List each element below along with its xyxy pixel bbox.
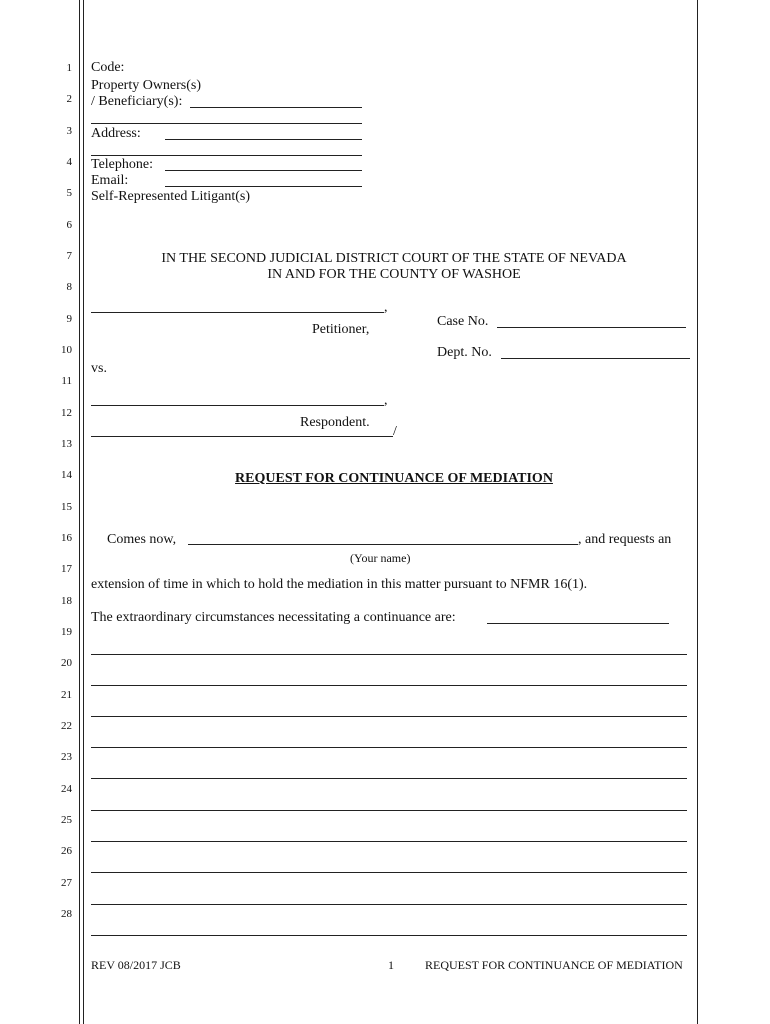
case-no-label: Case No. — [437, 314, 489, 329]
line-number: 16 — [61, 531, 72, 544]
footer-revision: REV 08/2017 JCB — [91, 958, 181, 972]
line-number: 24 — [61, 782, 72, 795]
self-represented-label: Self-Represented Litigant(s) — [91, 189, 251, 204]
email-field[interactable] — [165, 186, 362, 187]
respondent-name-field[interactable] — [91, 405, 384, 406]
left-margin-rule-inner — [83, 0, 84, 1024]
line-number: 19 — [61, 625, 72, 638]
footer-title: REQUEST FOR CONTINUANCE OF MEDIATION — [425, 958, 683, 972]
address-label: Address: — [91, 126, 141, 141]
petitioner-label: Petitioner, — [312, 322, 370, 337]
line-number: 26 — [61, 845, 72, 858]
answer-line[interactable] — [91, 654, 687, 655]
respondent-label: Respondent. — [300, 415, 370, 430]
line-number: 21 — [61, 688, 72, 701]
owners-label: Property Owners(s) — [91, 78, 202, 93]
comes-now-text: Comes now, — [107, 532, 177, 547]
court-name-line-2: IN AND FOR THE COUNTY OF WASHOE — [267, 267, 521, 282]
line-number: 20 — [61, 657, 72, 670]
footer-page-number: 1 — [388, 958, 394, 972]
line-number: 6 — [66, 218, 72, 231]
extension-text: extension of time in which to hold the mediation in this matter pursuant to NFMR 16(1). — [91, 577, 588, 592]
line-number: 27 — [61, 876, 72, 889]
telephone-field[interactable] — [165, 170, 362, 171]
petitioner-name-field[interactable] — [91, 312, 384, 313]
beneficiary-label: / Beneficiary(s): — [91, 94, 183, 109]
caption-closing-slash: / — [393, 424, 397, 439]
case-no-field[interactable] — [497, 327, 686, 328]
line-number: 13 — [61, 437, 72, 450]
telephone-label: Telephone: — [91, 157, 153, 172]
line-number: 23 — [61, 751, 72, 764]
line-number: 10 — [61, 343, 72, 356]
line-number: 7 — [66, 249, 72, 262]
answer-line[interactable] — [91, 747, 687, 748]
versus-label: vs. — [91, 361, 107, 376]
beneficiary-field-2[interactable] — [91, 123, 362, 124]
code-label: Code: — [91, 60, 125, 75]
document-title: REQUEST FOR CONTINUANCE OF MEDIATION — [235, 471, 553, 486]
line-number: 3 — [66, 124, 72, 137]
line-number: 11 — [61, 375, 72, 388]
line-number: 22 — [61, 719, 72, 732]
line-number: 8 — [66, 281, 72, 294]
respondent-comma: , — [384, 393, 388, 408]
line-number: 12 — [61, 406, 72, 419]
email-label: Email: — [91, 173, 129, 188]
line-number: 25 — [61, 813, 72, 826]
answer-line[interactable] — [91, 841, 687, 842]
caption-closing-line — [91, 436, 393, 437]
line-number: 15 — [61, 500, 72, 513]
answer-line[interactable] — [91, 810, 687, 811]
line-number: 17 — [61, 563, 72, 576]
address-field[interactable] — [165, 139, 362, 140]
answer-line[interactable] — [91, 935, 687, 936]
circumstances-text: The extraordinary circumstances necessitating a continuance are: — [91, 610, 456, 625]
line-number: 28 — [61, 907, 72, 920]
right-margin-rule — [697, 0, 698, 1024]
line-number: 5 — [66, 187, 72, 200]
answer-line[interactable] — [91, 904, 687, 905]
your-name-caption: (Your name) — [350, 551, 411, 565]
line-number: 9 — [66, 312, 72, 325]
answer-line[interactable] — [91, 778, 687, 779]
your-name-field[interactable] — [188, 544, 578, 545]
address-field-2[interactable] — [91, 155, 362, 156]
line-number: 4 — [66, 155, 72, 168]
line-number: 14 — [61, 469, 72, 482]
left-margin-rule-outer — [79, 0, 80, 1024]
line-number: 1 — [66, 62, 72, 74]
petitioner-comma: , — [384, 300, 388, 315]
answer-line[interactable] — [91, 872, 687, 873]
court-name-line-1: IN THE SECOND JUDICIAL DISTRICT COURT OF THE STATE OF NEVADA — [161, 251, 627, 266]
answer-line[interactable] — [91, 716, 687, 717]
requests-an-text: , and requests an — [578, 532, 672, 547]
circumstances-field[interactable] — [487, 623, 669, 624]
dept-no-field[interactable] — [501, 358, 690, 359]
beneficiary-field[interactable] — [190, 107, 362, 108]
dept-no-label: Dept. No. — [437, 345, 492, 360]
line-number: 18 — [61, 594, 72, 607]
answer-line[interactable] — [91, 685, 687, 686]
line-number: 2 — [66, 93, 72, 106]
